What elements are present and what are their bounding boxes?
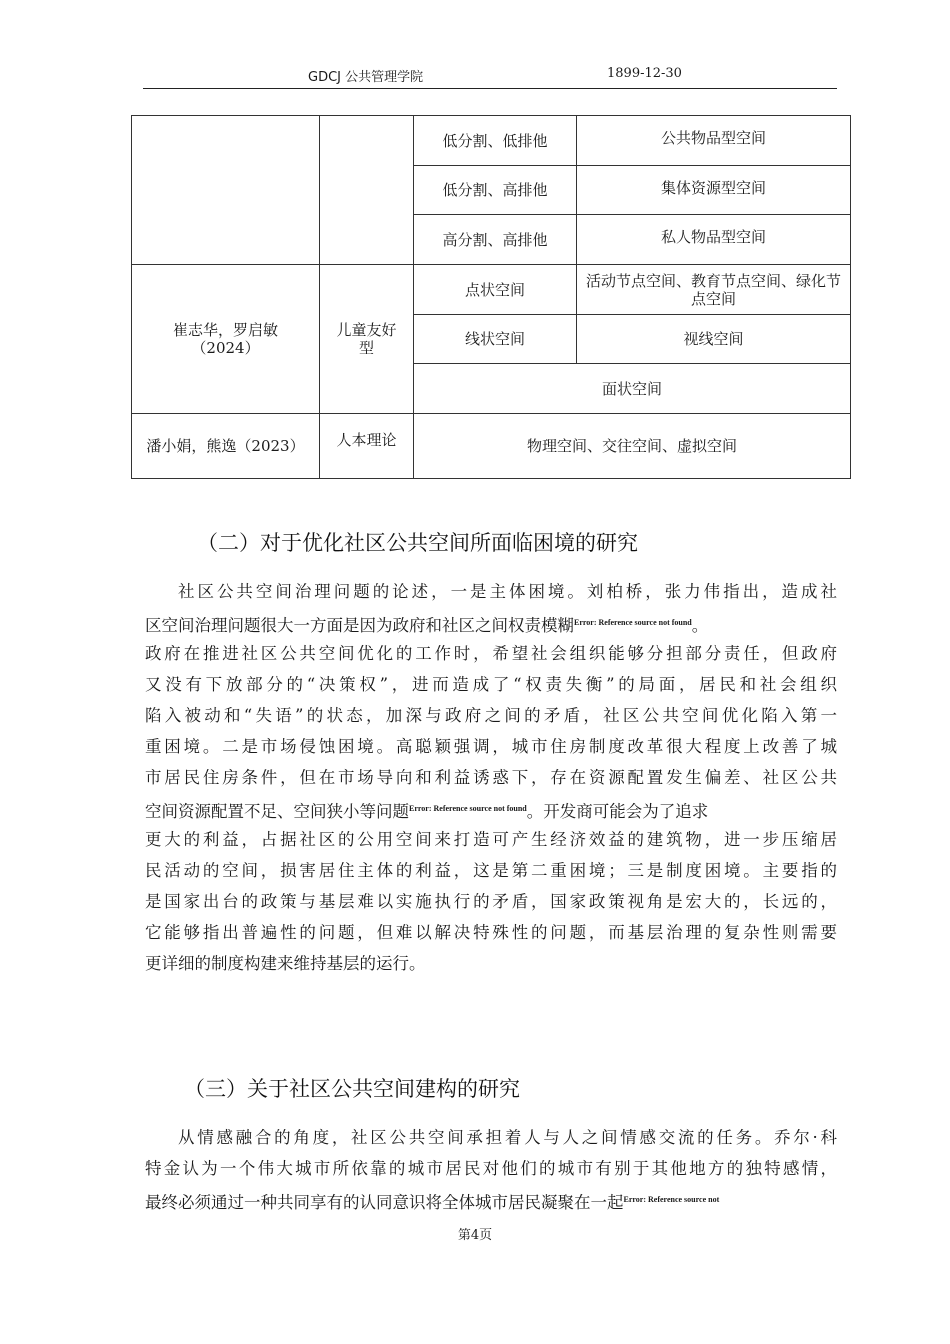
paragraph-line: 社区公共空间治理问题的论述，一是主体困境。刘柏桥，张力伟指出，造成社 (178, 582, 837, 601)
type-cell: 线状空间 (414, 315, 577, 364)
type-cell: 低分割、低排他 (414, 116, 577, 166)
header-date: 1899-12-30 (607, 66, 682, 81)
author-cell: 崔志华，罗启敏（2024） (132, 265, 320, 414)
section-3-paragraph (145, 1122, 837, 1215)
paragraph-line: 又没有下放部分的“决策权”，进而造成了“权责失衡”的局面，居民和社会组织 (145, 675, 837, 694)
merged-space-cell: 物理空间、交往空间、虚拟空间 (414, 414, 851, 479)
page-number: 第4页 (457, 1228, 493, 1243)
paragraph-line: 最终必须通过一种共同享有的认同意识将全体城市居民凝聚在一起$^{Error: Reference source not}$ (145, 1193, 720, 1212)
paragraph-line: 它能够指出普遍性的问题，但难以解决特殊性的问题，而基层治理的复杂性则需要 (145, 923, 837, 942)
space-cell: 活动节点空间、教育节点空间、绿化节点空间 (577, 265, 851, 315)
category-cell: 人本理论 (320, 414, 414, 479)
page-header (143, 66, 837, 89)
paragraph-line: 重困境。二是市场侵蚀困境。高聪颖强调，城市住房制度改革很大程度上改善了城 (145, 737, 837, 756)
category-cell: 儿童友好型 (320, 265, 414, 414)
section-2-paragraph (145, 576, 837, 979)
type-cell: 点状空间 (414, 265, 577, 315)
table-row (132, 414, 851, 479)
category-cell-empty (320, 116, 414, 265)
reference-error: Error: Reference source not found (409, 804, 527, 813)
type-cell: 低分割、高排他 (414, 166, 577, 215)
header-institution: GDCJ 公共管理学院 (308, 70, 424, 85)
author-cell: 潘小娟，熊逸（2023） (132, 414, 320, 479)
paragraph-line: 从情感融合的角度，社区公共空间承担着人与人之间情感交流的任务。乔尔·科 (178, 1128, 837, 1147)
space-cell: 公共物品型空间 (577, 116, 851, 166)
paragraph-line: 民活动的空间，损害居住主体的利益，这是第二重困境；三是制度困境。主要指的 (145, 861, 837, 880)
paragraph-line: 陷入被动和“失语”的状态，加深与政府之间的矛盾，社区公共空间优化陷入第一 (145, 706, 837, 725)
paragraph-line: 政府在推进社区公共空间优化的工作时，希望社会组织能够分担部分责任，但政府 (145, 644, 837, 663)
paragraph-line: 是国家出台的政策与基层难以实施执行的矛盾，国家政策视角是宏大的，长远的， (145, 892, 837, 911)
table-row (132, 265, 851, 315)
paragraph-line: 更大的利益，占据社区的公用空间来打造可产生经济效益的建筑物，进一步压缩居 (145, 830, 837, 849)
reference-error: Error: Reference source not found (574, 618, 692, 627)
paragraph-line: 区空间治理问题很大一方面是因为政府和社区之间权责模糊$^{Error: Reference source not found}$。 (145, 616, 709, 635)
paragraph-line: 特金认为一个伟大城市所依靠的城市居民对他们的城市有别于其他地方的独特感情， (145, 1159, 837, 1178)
space-cell: 集体资源型空间 (577, 166, 851, 215)
paragraph-line: 市居民住房条件，但在市场导向和利益诱惑下，存在资源配置发生偏差、社区公共 (145, 768, 837, 787)
author-cell-empty (132, 116, 320, 265)
space-classification-table (131, 115, 851, 479)
reference-error: Error: Reference source not (623, 1195, 720, 1204)
section-2-heading: （二）对于优化社区公共空间所面临困境的研究 (197, 531, 638, 555)
type-cell: 高分割、高排他 (414, 215, 577, 265)
paragraph-line: 更详细的制度构建来维持基层的运行。 (145, 954, 426, 973)
merged-space-cell: 面状空间 (414, 364, 851, 414)
section-3-heading: （三）关于社区公共空间建构的研究 (184, 1077, 520, 1101)
space-cell: 私人物品型空间 (577, 215, 851, 265)
table-row (132, 116, 851, 166)
space-cell: 视线空间 (577, 315, 851, 364)
paragraph-line: 空间资源配置不足、空间狭小等问题$^{Error: Reference source not found}$。开发商可能会为了追求 (145, 802, 709, 821)
